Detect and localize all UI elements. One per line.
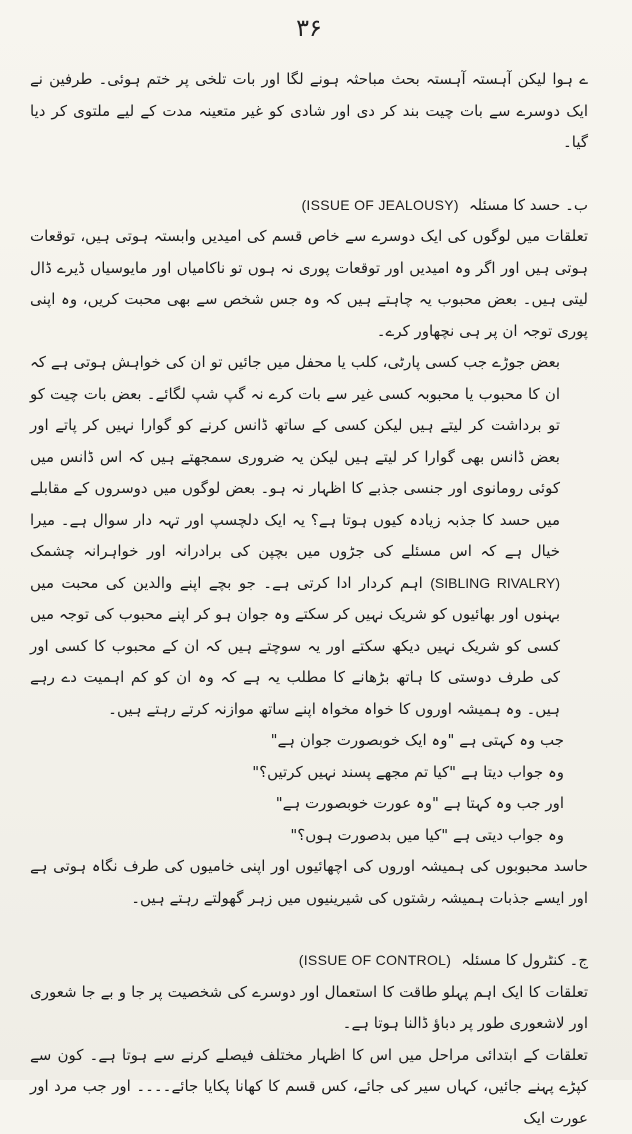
sibling-rivalry-term: (SIBLING RIVALRY) bbox=[430, 575, 560, 591]
jealousy-paragraph-2 bbox=[30, 347, 588, 725]
jealousy-paragraph-3: حاسد محبوبوں کی ہمیشہ اوروں کی اچھائیوں اور اپنی خامیوں کی طرف نگاہ ہوتی ہے اور ایسے جذبات ہمیشہ رشتوں کی شیرینیوں میں زہر گھولتے رہتے ہیں۔ bbox=[30, 851, 588, 914]
jealousy-paragraph-2-part-a: بعض جوڑے جب کسی پارٹی، کلب یا محفل میں جائیں تو ان کی خواہش ہوتی ہے کہ ان کا محبوب یا محبوبہ کسی غیر سے بات کرے نہ گپ شپ لگائے۔ بعض بات چیت کو تو برداشت کر لیتے ہیں لیکن کسی کے ساتھ ڈانس کرنے کو گوارا نہیں کر پاتے اور بعض ڈانس بھی گوارا کر لیتے ہیں لیکن یہ ضروری سمجھتے ہیں کہ اس ڈانس میں کوئی رومانوی اور جنسی جذبے کا اظہار نہ ہو۔ بعض لوگوں میں دوسروں کے مقابلے میں حسد کا جذبہ زیادہ کیوں ہوتا ہے؟ یہ ایک دلچسپ اور تہہ دار سوال ہے۔ میرا خیال ہے کہ اس مسئلے کی جڑوں میں بچپن کی برادرانہ اور خواہرانہ چشمک bbox=[30, 353, 560, 560]
dialogue-line: جب وہ کہتی ہے "وہ ایک خوبصورت جوان ہے" bbox=[30, 725, 588, 757]
control-paragraph-2: تعلقات کے ابتدائی مراحل میں اس کا اظہار مختلف فیصلے کرنے سے ہوتا ہے۔ کون سے کپڑے پہنے جائیں، کہاں سیر کی جائے، کس قسم کا کھانا پکایا جائے۔۔۔۔ اور جب مرد اور عورت ایک bbox=[30, 1040, 588, 1134]
heading-english: (ISSUE OF CONTROL) bbox=[299, 945, 451, 977]
spacer bbox=[30, 159, 588, 190]
dialogue-line: وہ جواب دیتی ہے "کیا میں بدصورت ہوں؟" bbox=[30, 820, 588, 852]
section-heading-jealousy bbox=[30, 190, 588, 222]
section-heading-control bbox=[30, 945, 588, 977]
page-number: ۳۶ bbox=[30, 14, 588, 42]
jealousy-paragraph-1: تعلقات میں لوگوں کی ایک دوسرے سے خاص قسم کی امیدیں وابستہ ہوتی ہیں، توقعات ہوتی ہیں اور اگر وہ امیدیں اور توقعات پوری نہ ہوں تو ناکامیاں اور مایوسیاں ڈیرے ڈال لیتی ہیں۔ بعض محبوب یہ چاہتے ہیں کہ وہ جس شخص سے بھی محبت کریں، وہ اپنی پوری توجہ ان پر ہی نچھاور کرے۔ bbox=[30, 221, 588, 347]
dialogue-line: اور جب وہ کہتا ہے "وہ عورت خوبصورت ہے" bbox=[30, 788, 588, 820]
jealousy-paragraph-2-part-b: اہم کردار ادا کرتی ہے۔ جو بچے اپنے والدین کی محبت میں بہنوں اور بھائیوں کو شریک نہیں کر سکتے وہ جوان ہو کر اپنے محبوب کی توجہ میں کسی کو شریک نہیں دیکھ سکتے اور یہ سوچتے ہیں کہ ان کے محبوب کا کسی اور کی طرف دوستی کا ہاتھ بڑھانے کا مطلب یہ ہے کہ وہ ان کو کم اہمیت دے رہے ہیں۔ وہ ہمیشہ اوروں کا خواہ مخواہ اپنے ساتھ موازنہ کرتے رہتے ہیں۔ bbox=[30, 574, 560, 718]
control-paragraph-1: تعلقات کا ایک اہم پہلو طاقت کا استعمال اور دوسرے کی شخصیت پر جا و بے جا شعوری اور لاشعوری طور پر دباؤ ڈالنا ہوتا ہے۔ bbox=[30, 977, 588, 1040]
page-body bbox=[30, 64, 588, 1134]
heading-urdu: ج۔ کنٹرول کا مسئلہ bbox=[461, 945, 588, 977]
spacer bbox=[30, 914, 588, 945]
dialogue-line: وہ جواب دیتا ہے "کیا تم مجھے پسند نہیں کرتیں؟" bbox=[30, 757, 588, 789]
heading-urdu: ب۔ حسد کا مسئلہ bbox=[469, 190, 588, 222]
intro-paragraph: ے ہوا لیکن آہستہ آہستہ بحث مباحثہ ہونے لگا اور بات تلخی پر ختم ہوئی۔ طرفین نے ایک دوسرے سے بات چیت بند کر دی اور شادی کو غیر متعینہ مدت کے لیے ملتوی کر دیا گیا۔ bbox=[30, 64, 588, 159]
heading-english: (ISSUE OF JEALOUSY) bbox=[301, 190, 458, 222]
